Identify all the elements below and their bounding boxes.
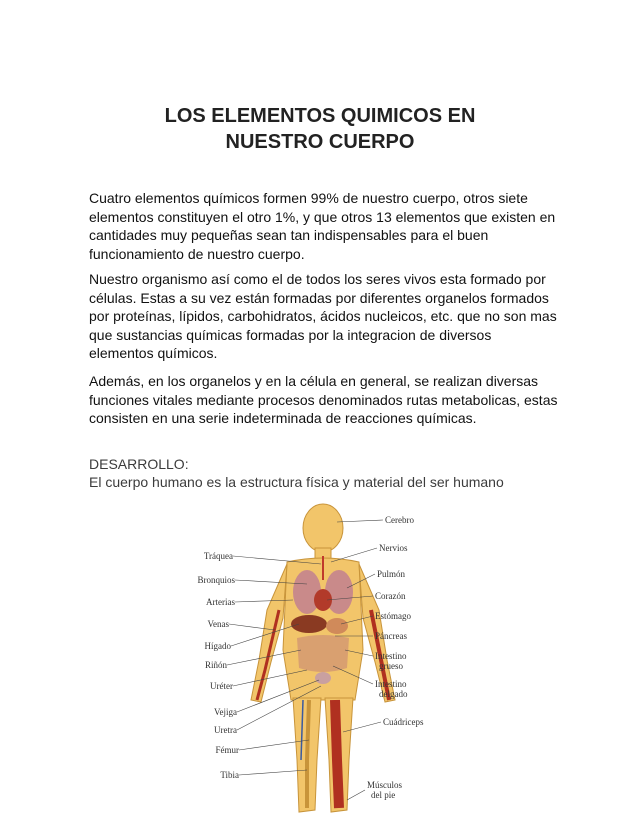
- label-higado: Hígado: [204, 641, 231, 651]
- left-labels: [197, 551, 239, 780]
- title-line-1: LOS ELEMENTOS QUIMICOS EN: [164, 105, 476, 127]
- paragraph-2: Nuestro organismo así como el de todos los seres vivos esta formado por células. Estas a su vez están formadas por diferentes organelos formados por proteínas, lípidos, carbohidratos, ácidos nucleicos, etc. que no son mas que sustancias químicas formadas por la integracion de diversos elementos químicos.: [89, 271, 557, 361]
- label-tibia: Tibia: [220, 770, 239, 780]
- label-vejiga: Vejiga: [214, 707, 237, 717]
- label-venas: Venas: [207, 619, 229, 629]
- intestines: [297, 635, 349, 672]
- label-rinon: Riñón: [204, 660, 227, 670]
- stomach: [326, 618, 348, 634]
- label-arterias: Arterias: [206, 597, 235, 607]
- label-cerebro: Cerebro: [385, 515, 414, 525]
- bladder: [315, 672, 331, 684]
- right-labels: [367, 515, 424, 800]
- label-intestino-grueso-1: Intestino: [375, 651, 407, 661]
- leg-muscles: [335, 700, 339, 808]
- label-femur: Fémur: [215, 745, 239, 755]
- label-estomago: Estómago: [375, 611, 411, 621]
- label-uretra: Uretra: [214, 725, 237, 735]
- label-ureter: Uréter: [210, 681, 233, 691]
- page-title: [90, 103, 550, 155]
- label-intestino-delgado-2: delgado: [379, 689, 408, 699]
- label-intestino-grueso-2: grueso: [379, 661, 403, 671]
- label-intestino-delgado-1: Intestino: [375, 679, 407, 689]
- label-cuadriceps: Cuádriceps: [383, 717, 424, 727]
- label-pulmon: Pulmón: [377, 569, 406, 579]
- label-bronquios: Bronquios: [197, 575, 235, 585]
- section-text: El cuerpo humano es la estructura física y material del ser humano: [89, 474, 504, 490]
- label-traquea: Tráquea: [203, 551, 233, 561]
- human-body-illustration: [175, 500, 455, 826]
- leg-bones: [307, 700, 309, 808]
- label-musculos-pie-1: Músculos: [367, 780, 403, 790]
- title-line-2: NUESTRO CUERPO: [225, 131, 415, 153]
- paragraph-1: Cuatro elementos químicos formen 99% de nuestro cuerpo, otros siete elementos constituyen el otro 1%, y que otros 13 elementos que existen en cantidades muy pequeñas sean tan indispensables para el buen funcionamiento de nuestro cuerpo.: [89, 190, 556, 262]
- paragraph-3: Además, en los organelos y en la célula en general, se realizan diversas funciones vitales mediante procesos denominados rutas metabolicas, estas consisten en una serie indeterminada de reacciones químicas.: [89, 373, 558, 426]
- liver: [291, 615, 327, 633]
- section-heading: DESARROLLO:: [89, 456, 189, 472]
- label-pancreas: Páncreas: [375, 631, 407, 641]
- label-corazon: Corazón: [375, 591, 406, 601]
- anatomy-figure: [175, 500, 455, 826]
- label-nervios: Nervios: [379, 543, 408, 553]
- label-musculos-pie-2: del pie: [371, 790, 396, 800]
